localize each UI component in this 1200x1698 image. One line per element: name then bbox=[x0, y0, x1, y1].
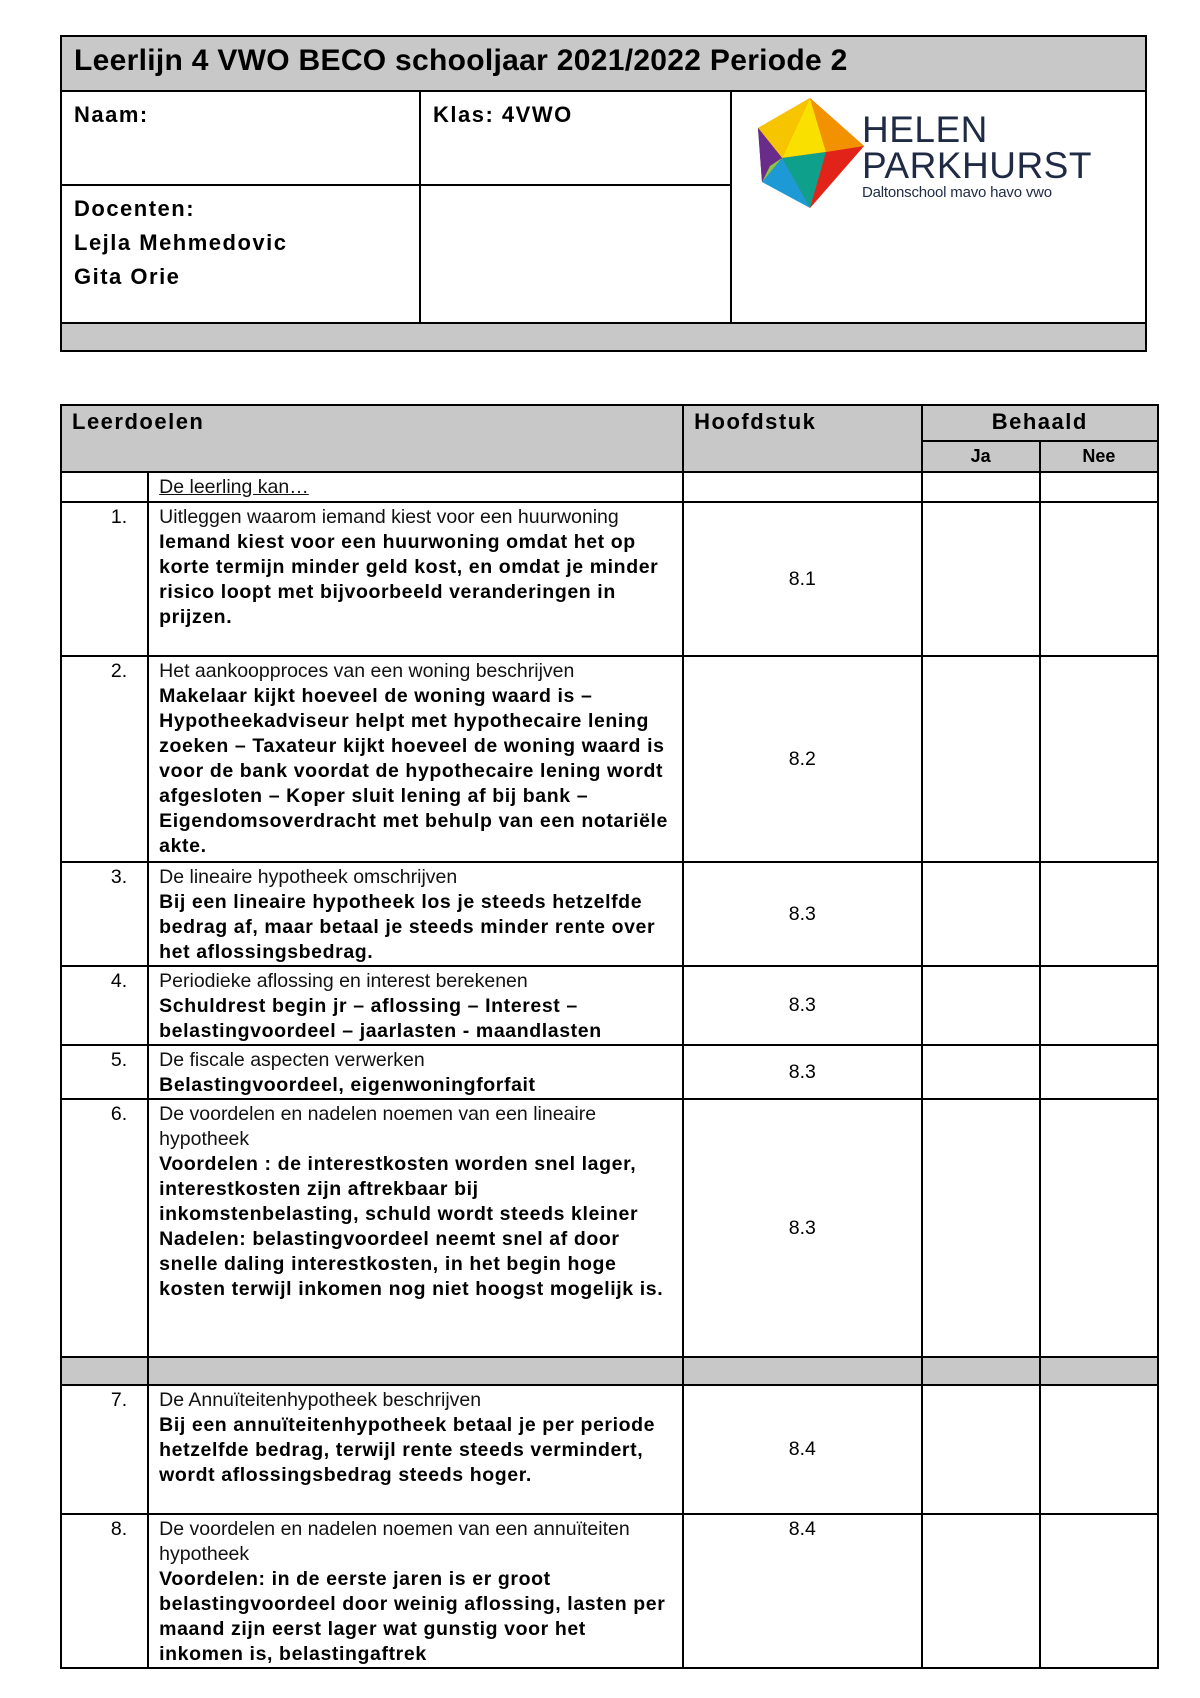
check-ja[interactable] bbox=[922, 502, 1040, 656]
check-nee[interactable] bbox=[1040, 472, 1158, 502]
logo-wordmark: HELEN PARKHURST bbox=[862, 109, 1092, 186]
naam-field: Naam: bbox=[61, 91, 420, 185]
chapter: 8.3 bbox=[683, 966, 921, 1045]
objective-cell bbox=[148, 1385, 683, 1514]
objective-title: De fiscale aspecten verwerken bbox=[159, 1049, 425, 1071]
check-nee[interactable] bbox=[1040, 502, 1158, 656]
empty-cell bbox=[420, 185, 731, 323]
check-nee[interactable] bbox=[1040, 656, 1158, 862]
school-logo bbox=[731, 91, 1146, 323]
table-row bbox=[61, 656, 1158, 862]
objective-detail: Bij een annuïteitenhypotheek betaal je per periode hetzelfde bedrag, terwijl rente steeds vermindert, wordt aflossingsbedrag steeds hoger. bbox=[159, 1414, 656, 1486]
chapter: 8.4 bbox=[683, 1514, 921, 1668]
empty-cell bbox=[683, 472, 921, 502]
intro-text: De leerling kan… bbox=[148, 472, 683, 502]
check-ja[interactable] bbox=[922, 862, 1040, 966]
check-nee[interactable] bbox=[1040, 1514, 1158, 1668]
col-leerdoelen: Leerdoelen bbox=[61, 405, 683, 472]
chapter: 8.4 bbox=[683, 1385, 921, 1514]
objective-title: Uitleggen waarom iemand kiest voor een huurwoning bbox=[159, 506, 619, 528]
col-ja: Ja bbox=[922, 441, 1040, 472]
table-row bbox=[61, 502, 1158, 656]
separator-row bbox=[61, 1357, 1158, 1385]
objective-detail: Bij een lineaire hypotheek los je steeds hetzelfde bedrag af, maar betaal je steeds minder rente over het aflossingsbedrag. bbox=[159, 891, 656, 963]
row-number: 3. bbox=[61, 862, 148, 966]
docenten-field bbox=[61, 185, 420, 323]
chapter: 8.3 bbox=[683, 862, 921, 966]
objective-detail: Belastingvoordeel, eigenwoningforfait bbox=[159, 1074, 536, 1096]
objective-title: De voordelen en nadelen noemen van een lineaire hypotheek bbox=[159, 1103, 597, 1150]
col-nee: Nee bbox=[1040, 441, 1158, 472]
row-number: 7. bbox=[61, 1385, 148, 1514]
table-row bbox=[61, 1514, 1158, 1668]
objectives-table bbox=[60, 404, 1159, 1669]
objective-cell bbox=[148, 656, 683, 862]
table-row bbox=[61, 1099, 1158, 1357]
row-number: 5. bbox=[61, 1045, 148, 1099]
check-ja[interactable] bbox=[922, 1385, 1040, 1514]
header-footer-bar bbox=[61, 323, 1146, 351]
objective-cell bbox=[148, 966, 683, 1045]
col-hoofdstuk: Hoofdstuk bbox=[683, 405, 921, 472]
check-ja[interactable] bbox=[922, 1514, 1040, 1668]
objective-detail: Nadelen: belastingvoordeel neemt snel af door snelle daling interestkosten, in het begin hoge kosten terwijl inkomen nog niet hoogst mogelijk is. bbox=[159, 1228, 664, 1300]
objective-title: De Annuïteitenhypotheek beschrijven bbox=[159, 1389, 482, 1411]
objective-detail: Voordelen : de interestkosten worden snel lager, interestkosten zijn aftrekbaar bij inkomstenbelasting, schuld wordt steeds kleiner bbox=[159, 1153, 639, 1225]
table-row bbox=[61, 862, 1158, 966]
check-nee[interactable] bbox=[1040, 1099, 1158, 1357]
logo-tagline: Daltonschool mavo havo vwo bbox=[862, 184, 1052, 201]
row-number: 6. bbox=[61, 1099, 148, 1357]
objective-title: De lineaire hypotheek omschrijven bbox=[159, 866, 458, 888]
objective-detail: Schuldrest begin jr – aflossing – Interest – belastingvoordeel – jaarlasten - maandlasten bbox=[159, 995, 602, 1042]
objective-cell bbox=[148, 1045, 683, 1099]
klas-field: Klas: 4VWO bbox=[420, 91, 731, 185]
row-number: 1. bbox=[61, 502, 148, 656]
objective-detail: Iemand kiest voor een huurwoning omdat het op korte termijn minder geld kost, en omdat je minder risico loopt met bijvoorbeeld veranderingen in prijzen. bbox=[159, 531, 659, 628]
check-nee[interactable] bbox=[1040, 1385, 1158, 1514]
document-title: Leerlijn 4 VWO BECO schooljaar 2021/2022 Periode 2 bbox=[61, 36, 1146, 91]
objective-title: De voordelen en nadelen noemen van een annuïteiten hypotheek bbox=[159, 1518, 630, 1565]
objective-cell bbox=[148, 862, 683, 966]
docent-name: Lejla Mehmedovic bbox=[74, 230, 288, 255]
row-number: 8. bbox=[61, 1514, 148, 1668]
chapter: 8.2 bbox=[683, 656, 921, 862]
objective-detail: Makelaar kijkt hoeveel de woning waard is – Hypotheekadviseur helpt met hypothecaire lening zoeken – Taxateur kijkt hoeveel de woning waard is voor de bank voordat de hypothecaire lening wordt afgesloten – Koper sluit lening af bij bank – Eigendomsoverdracht met behulp van een notariële akte. bbox=[159, 685, 668, 857]
check-ja[interactable] bbox=[922, 966, 1040, 1045]
table-row bbox=[61, 1045, 1158, 1099]
docent-name: Gita Orie bbox=[74, 264, 181, 289]
row-number: 2. bbox=[61, 656, 148, 862]
objective-cell bbox=[148, 1514, 683, 1668]
check-nee[interactable] bbox=[1040, 862, 1158, 966]
col-behaald: Behaald bbox=[922, 405, 1158, 441]
empty-cell bbox=[61, 472, 148, 502]
chapter: 8.1 bbox=[683, 502, 921, 656]
row-number: 4. bbox=[61, 966, 148, 1045]
docenten-label: Docenten: bbox=[74, 196, 196, 221]
chapter: 8.3 bbox=[683, 1045, 921, 1099]
logo-mark-icon bbox=[752, 96, 868, 217]
objective-detail: Voordelen: in de eerste jaren is er groot belastingvoordeel door weinig aflossing, lasten per maand zijn eerst lager wat gunstig voor het inkomen is, belastingaftrek bbox=[159, 1568, 666, 1665]
check-ja[interactable] bbox=[922, 1099, 1040, 1357]
check-ja[interactable] bbox=[922, 472, 1040, 502]
check-ja[interactable] bbox=[922, 1045, 1040, 1099]
table-row bbox=[61, 1385, 1158, 1514]
objective-title: Het aankoopproces van een woning beschrijven bbox=[159, 660, 575, 682]
chapter: 8.3 bbox=[683, 1099, 921, 1357]
check-nee[interactable] bbox=[1040, 1045, 1158, 1099]
check-ja[interactable] bbox=[922, 656, 1040, 862]
objective-cell bbox=[148, 502, 683, 656]
objective-cell bbox=[148, 1099, 683, 1357]
header-block bbox=[60, 35, 1147, 352]
table-row bbox=[61, 966, 1158, 1045]
check-nee[interactable] bbox=[1040, 966, 1158, 1045]
objective-title: Periodieke aflossing en interest berekenen bbox=[159, 970, 528, 992]
